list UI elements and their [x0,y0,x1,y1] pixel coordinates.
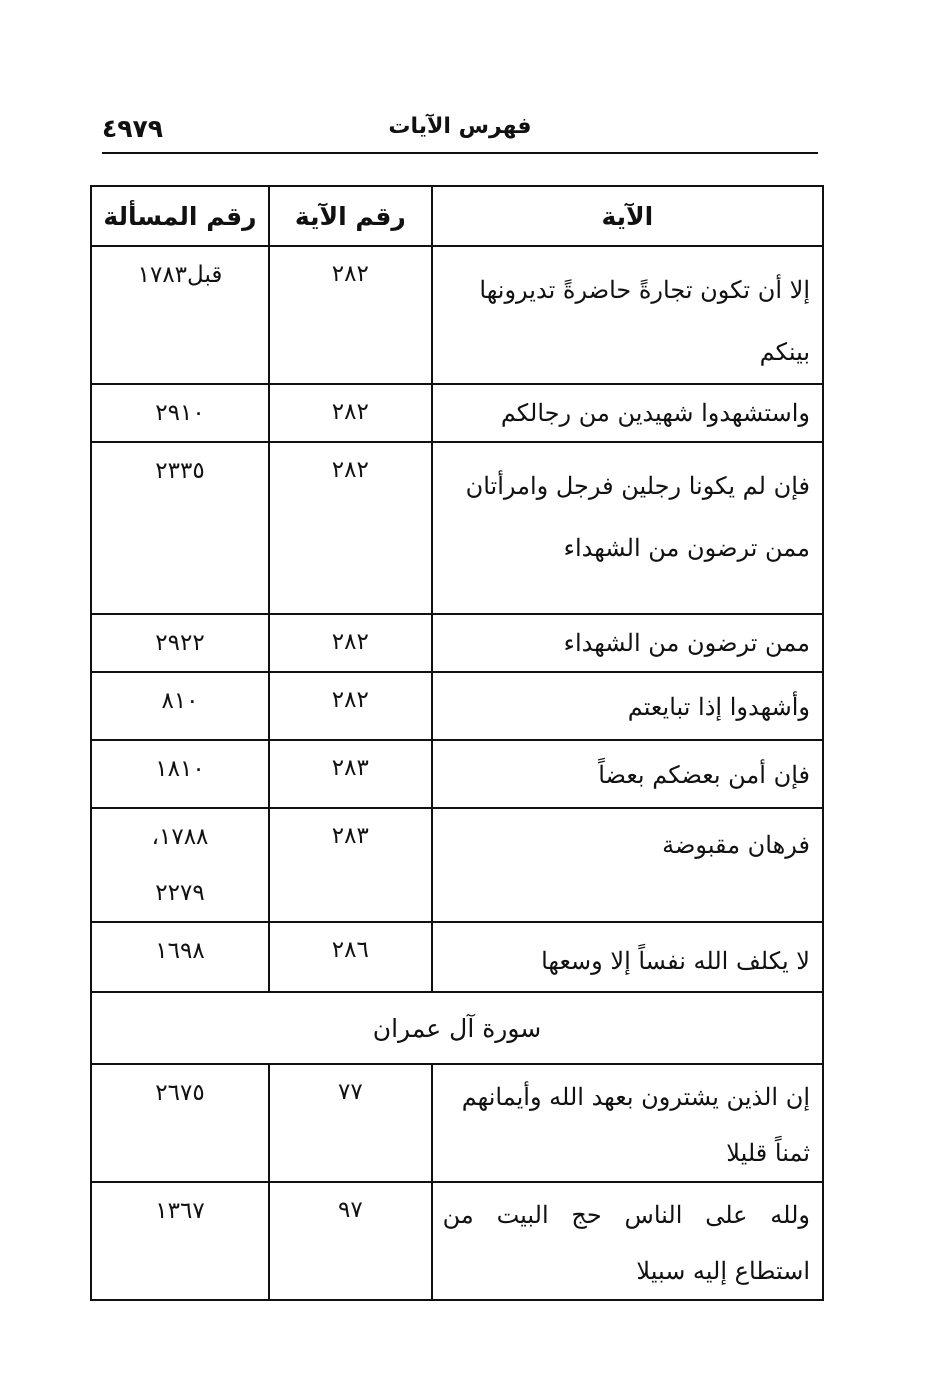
page-header [102,108,818,154]
ayah-number-cell: ٢٨٢ [269,384,432,442]
verse-cell [432,442,823,614]
issue-number-cell [91,740,269,808]
issue-number: ٢٢٧٩ [155,880,205,906]
verse-line: ممن ترضون من الشهداء [563,629,810,657]
table-row [91,614,823,672]
issue-number: ٢٣٣٥ [155,458,205,484]
issue-number: ١٨١٠ [155,756,205,782]
table-header-row [91,186,823,246]
page-number: ٤٩٧٩ [102,114,164,143]
issue-number: ١٧٨٨، [151,824,209,850]
verse-line: استطاع إليه سبيلا [636,1257,810,1285]
page-title: فهرس الآيات [388,114,532,139]
verse-line: ولله على الناس حج البيت من [442,1201,810,1229]
ayah-number-cell: ٢٨٦ [269,922,432,992]
verse-line: فرهان مقبوضة [662,831,810,859]
column-header-verse: الآية [432,186,823,246]
ayah-number-cell: ٢٨٢ [269,246,432,384]
ayah-number-cell: ٢٨٣ [269,808,432,922]
issue-number: ٨١٠ [161,688,199,714]
verse-line: فإن أمن بعضكم بعضاً [598,761,810,789]
verse-cell [432,1064,823,1182]
table-row [91,922,823,992]
column-header-ayah-number: رقم الآية [269,186,432,246]
issue-number-cell [91,442,269,614]
ayah-number-cell: ٢٨٢ [269,442,432,614]
verse-line: لا يكلف الله نفساً إلا وسعها [541,947,810,975]
issue-number: ٢٦٧٥ [155,1080,205,1106]
issue-number: قبل١٧٨٣ [137,262,223,288]
ayah-number-cell: ٢٨٣ [269,740,432,808]
verse-line: ممن ترضون من الشهداء [563,534,810,562]
issue-number-cell [91,808,269,922]
verse-line: وأشهدوا إذا تبايعتم [627,693,810,721]
issue-number: ٢٩١٠ [155,400,205,426]
ayah-number-cell: ٩٧ [269,1182,432,1300]
table-row [91,672,823,740]
column-header-issue-number: رقم المسألة [91,186,269,246]
verse-cell [432,922,823,992]
issue-number-cell [91,614,269,672]
verse-cell [432,740,823,808]
verse-line: بينكم [759,338,810,366]
ayah-number-cell: ٧٧ [269,1064,432,1182]
ayah-number-cell: ٢٨٢ [269,614,432,672]
surah-heading: سورة آل عمران [91,992,823,1064]
table-row [91,740,823,808]
table-row [91,1064,823,1182]
table-row [91,808,823,922]
verse-index-table [90,185,824,1301]
verse-cell [432,614,823,672]
table-row [91,1182,823,1300]
surah-heading-row [91,992,823,1064]
verse-cell [432,384,823,442]
verse-cell [432,246,823,384]
table-row [91,442,823,614]
verse-line: إن الذين يشترون بعهد الله وأيمانهم [461,1083,810,1111]
issue-number: ١٣٦٧ [155,1198,205,1224]
ayah-number-cell: ٢٨٢ [269,672,432,740]
issue-number: ٢٩٢٢ [155,630,205,656]
verse-cell [432,808,823,922]
verse-line: فإن لم يكونا رجلين فرجل وامرأتان [465,472,810,500]
verse-line: إلا أن تكون تجارةً حاضرةً تديرونها [479,276,810,304]
issue-number-cell [91,672,269,740]
issue-number-cell [91,384,269,442]
issue-number-cell [91,1064,269,1182]
issue-number-cell [91,922,269,992]
verse-cell [432,1182,823,1300]
issue-number-cell [91,246,269,384]
issue-number: ١٦٩٨ [155,938,205,964]
table-row [91,246,823,384]
verse-line: واستشهدوا شهيدين من رجالكم [500,399,810,427]
table-row [91,384,823,442]
verse-line: ثمناً قليلا [726,1139,810,1167]
issue-number-cell [91,1182,269,1300]
verse-cell [432,672,823,740]
